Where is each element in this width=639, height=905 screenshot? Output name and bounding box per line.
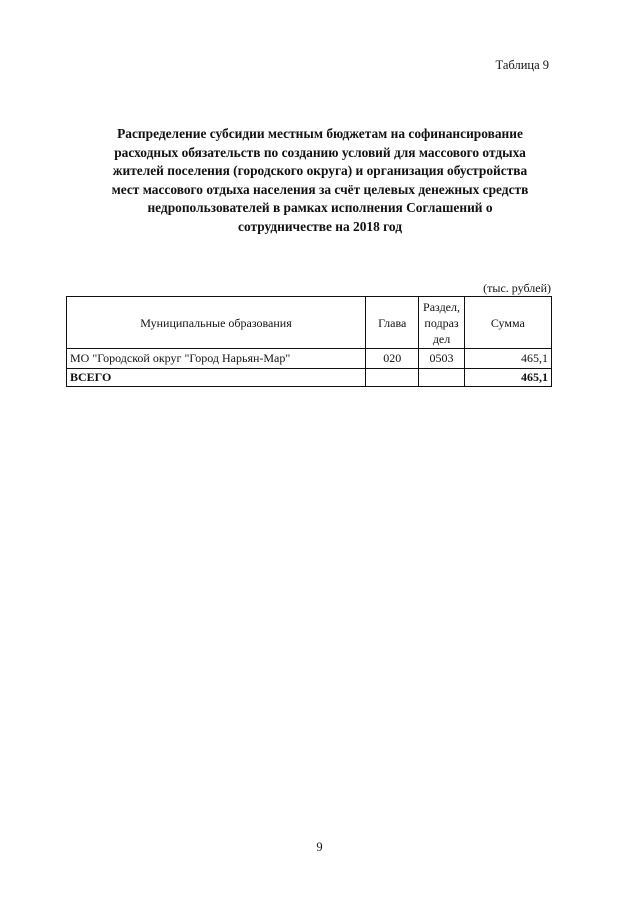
title-line: мест массового отдыха населения за счёт целевых денежных средств <box>111 181 529 197</box>
cell-sum: 465,1 <box>464 349 551 369</box>
table-number: Таблица 9 <box>495 58 549 72</box>
title-line: расходных обязательств по созданию условий для массового отдыха <box>114 144 526 160</box>
table-header-row <box>67 297 552 349</box>
table-total-row <box>67 369 552 387</box>
total-label: ВСЕГО <box>67 369 366 387</box>
header-municipality: Муниципальные образования <box>67 297 366 349</box>
distribution-table <box>66 296 552 387</box>
document-title <box>70 125 570 236</box>
table-row <box>67 349 552 369</box>
cell-municipality: МО "Городской округ "Город Нарьян-Мар" <box>67 349 366 369</box>
title-line: Распределение субсидии местным бюджетам на софинансирование <box>117 126 523 141</box>
cell-section: 0503 <box>419 349 464 369</box>
total-section-empty <box>419 369 464 387</box>
cell-head-code: 020 <box>366 349 419 369</box>
header-section <box>419 297 464 349</box>
units-note: (тыс. рублей) <box>483 281 551 295</box>
title-line: жителей поселения (городского округа) и организация обустройства <box>112 163 528 178</box>
total-sum: 465,1 <box>464 369 551 387</box>
total-head-empty <box>366 369 419 387</box>
title-line: сотрудничестве на 2018 год <box>238 218 402 234</box>
header-head-code: Глава <box>366 297 419 349</box>
header-section-line: подраз <box>424 315 459 330</box>
header-sum: Сумма <box>464 297 551 349</box>
page-number: 9 <box>316 840 323 854</box>
header-section-line: дел <box>432 331 451 346</box>
title-line: недропользователей в рамках исполнения Соглашений о <box>147 200 493 215</box>
header-section-line: Раздел, <box>423 299 460 314</box>
